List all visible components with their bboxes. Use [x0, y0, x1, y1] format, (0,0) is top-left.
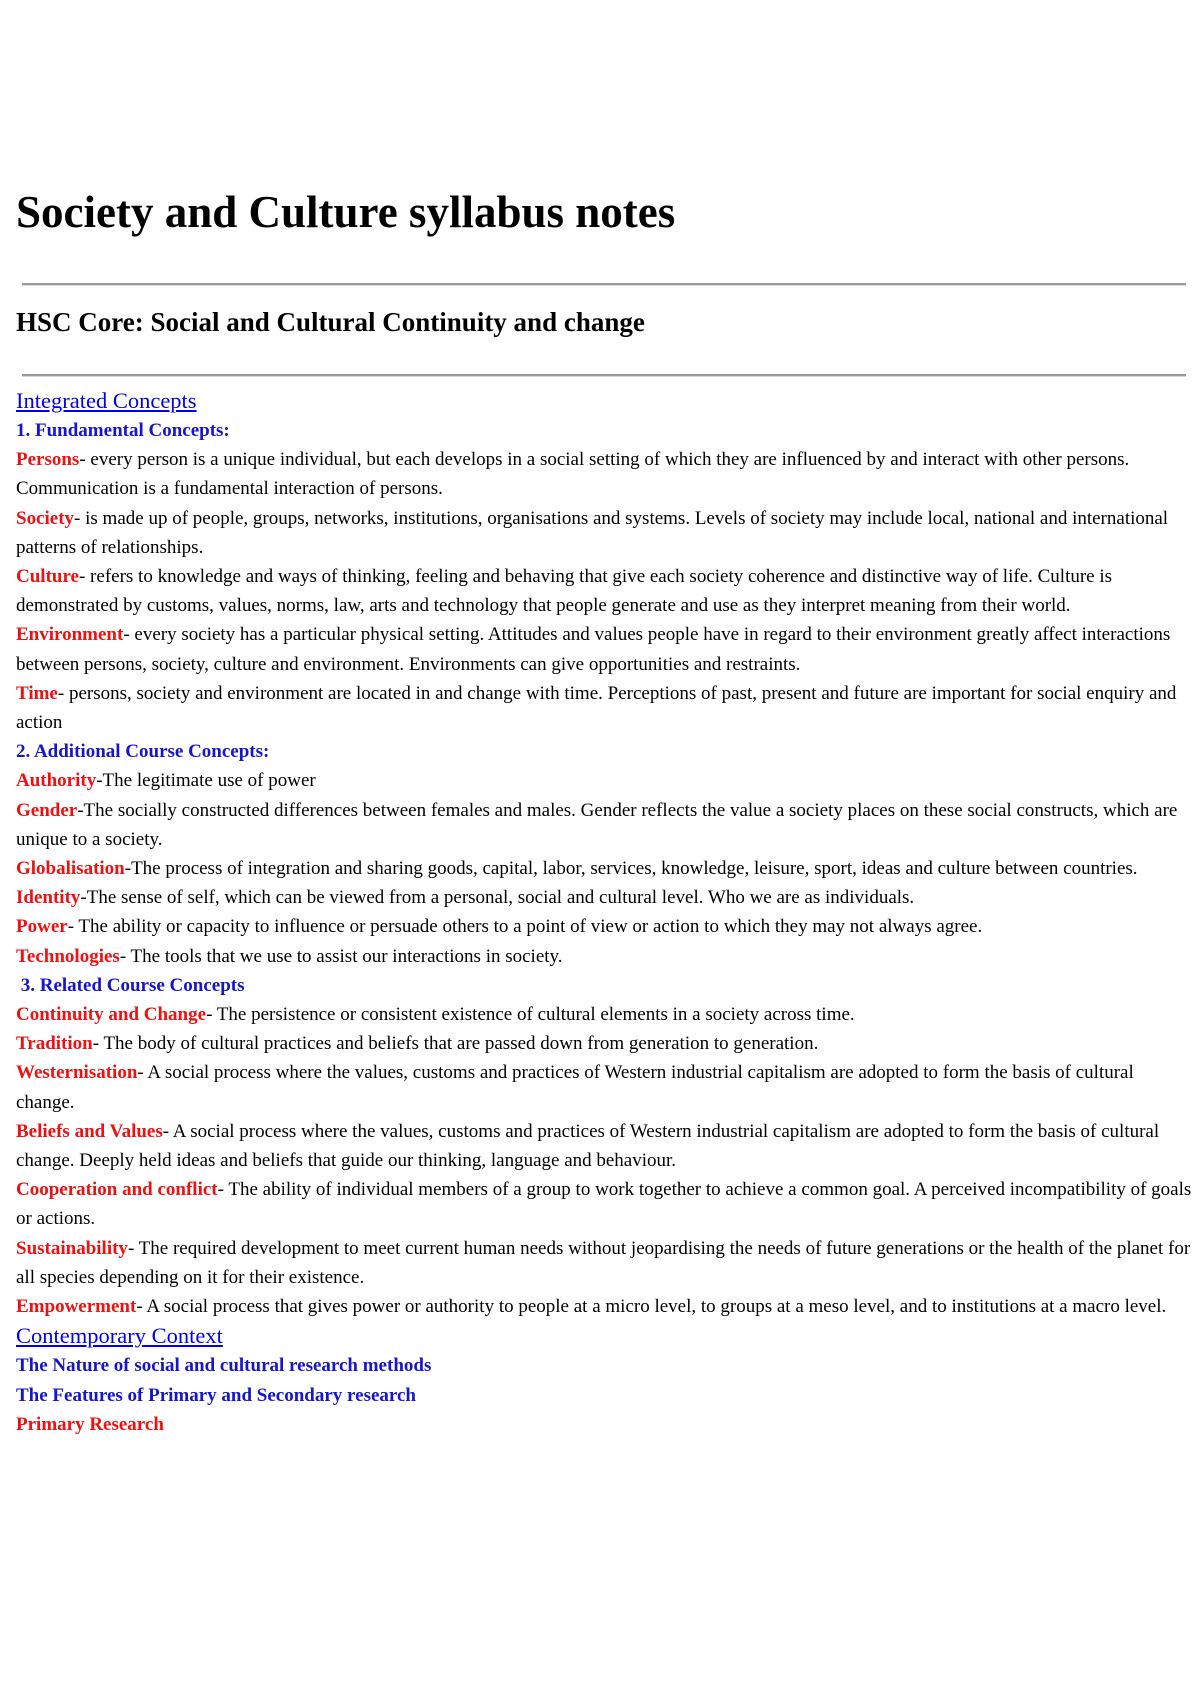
concept-term: Society [16, 507, 75, 529]
concept-entry [16, 679, 1196, 737]
concept-entry [16, 883, 1196, 912]
concept-term: Globalisation [16, 858, 125, 880]
primary-research-heading: Primary Research [16, 1413, 164, 1435]
concept-term: Tradition [16, 1033, 93, 1055]
concept-term: Identity [16, 887, 81, 909]
concept-definition: - refers to knowledge and ways of thinking, feeling and behaving that give each society coherence and distinctive way of life. Culture is demonstrated by customs, values, norms, law, arts and technology that people generate and use as they interpret meaning from their world. [16, 566, 1113, 617]
concept-entry [16, 620, 1196, 678]
concept-definition: - A social process where the values, customs and practices of Western industrial capitalism are adopted to form the basis of cultural change. Deeply held ideas and beliefs that guide our thinking, language and behaviour. [16, 1120, 1160, 1172]
research-methods-heading: The Nature of social and cultural research methods [16, 1355, 432, 1377]
page-subtitle: HSC Core: Social and Cultural Continuity and change [16, 307, 645, 337]
concept-definition: - The body of cultural practices and beliefs that are passed down from generation to generation. [92, 1033, 819, 1055]
concept-entry [16, 1058, 1196, 1116]
concept-definition: - A social process where the values, customs and practices of Western industrial capitalism are adopted to form the basis of cultural change. [16, 1062, 1134, 1113]
concept-definition: - every person is a unique individual, but each develops in a social setting of which they are influenced by and interact with other persons. Communication is a fundamental interaction of persons. [16, 449, 1130, 500]
concept-entry [16, 854, 1196, 883]
concept-entry [16, 1029, 1196, 1058]
concept-definition: - The ability or capacity to influence or persuade others to a point of view or action to which they may not always agree. [67, 916, 983, 938]
concept-entry [16, 1234, 1196, 1292]
concept-term: Beliefs and Values [16, 1120, 163, 1142]
concept-definition: -The legitimate use of power [96, 770, 316, 792]
concept-entry [16, 942, 1196, 971]
fundamental-concepts-list [16, 445, 1196, 737]
concept-entry [16, 766, 1196, 795]
concept-term: Continuity and Change [16, 1004, 207, 1026]
primary-secondary-heading: The Features of Primary and Secondary research [16, 1384, 417, 1406]
concept-definition: - is made up of people, groups, networks, institutions, organisations and systems. Levels of society may include local, national and international patterns of relationships. [16, 507, 1169, 558]
concept-entry [16, 1000, 1196, 1029]
concept-definition: -The sense of self, which can be viewed from a personal, social and cultural level. Who we are as individuals. [80, 887, 915, 909]
concept-term: Environment [16, 624, 124, 646]
concept-definition: -The socially constructed differences between females and males. Gender reflects the value a society places on these social constructs, which are unique to a society. [16, 799, 1178, 850]
integrated-concepts-link[interactable]: Integrated Concepts [16, 388, 197, 413]
concept-definition: -The process of integration and sharing goods, capital, labor, services, knowledge, leisure, sport, ideas and culture between countries. [124, 858, 1138, 880]
concept-entry [16, 562, 1196, 620]
concept-term: Cooperation and conflict [16, 1179, 218, 1201]
concept-entry [16, 1117, 1196, 1175]
related-concepts-heading: 3. Related Course Concepts [16, 974, 245, 996]
contemporary-context-link[interactable]: Contemporary Context [16, 1323, 223, 1349]
concept-definition: - The tools that we use to assist our interactions in society. [119, 945, 563, 967]
additional-concepts-heading: 2. Additional Course Concepts: [16, 741, 270, 763]
concept-definition: - persons, society and environment are located in and change with time. Perceptions of past, present and future are important for social enquiry and action [16, 682, 1177, 734]
concept-entry [16, 912, 1196, 941]
notes-content [16, 386, 1196, 1439]
concept-term: Culture [16, 566, 79, 588]
concept-entry [16, 1175, 1196, 1233]
concept-entry [16, 445, 1196, 503]
concept-definition: - The required development to meet current human needs without jeopardising the needs of future generations or the health of the planet for all species depending on it for their existence. [16, 1237, 1191, 1288]
concept-entry [16, 796, 1196, 854]
concept-term: Time [16, 682, 58, 704]
concept-term: Authority [16, 770, 97, 792]
concept-definition: - every society has a particular physical setting. Attitudes and values people have in regard to their environment greatly affect interactions between persons, society, culture and environment. Environments can give opportunities and restraints. [16, 624, 1171, 675]
concept-term: Empowerment [16, 1296, 137, 1318]
concept-definition: - A social process that gives power or authority to people at a micro level, to groups at a meso level, and to institutions at a macro level. [136, 1296, 1167, 1318]
related-concepts-list [16, 1000, 1196, 1321]
concept-entry [16, 1292, 1196, 1321]
concept-term: Westernisation [16, 1062, 138, 1084]
page-title: Society and Culture syllabus notes [16, 187, 676, 237]
horizontal-rule [22, 374, 1186, 377]
horizontal-rule [22, 283, 1186, 286]
additional-concepts-list [16, 766, 1196, 970]
concept-term: Technologies [16, 945, 120, 967]
concept-term: Persons [16, 449, 80, 471]
concept-term: Gender [16, 799, 78, 821]
concept-entry [16, 504, 1196, 562]
concept-definition: - The ability of individual members of a group to work together to achieve a common goal. A perceived incompatibility of goals or actions. [16, 1179, 1192, 1230]
concept-term: Sustainability [16, 1237, 128, 1259]
fundamental-concepts-heading: 1. Fundamental Concepts: [16, 420, 230, 441]
concept-term: Power [16, 916, 68, 938]
concept-definition: - The persistence or consistent existence of cultural elements in a society across time. [206, 1004, 855, 1026]
